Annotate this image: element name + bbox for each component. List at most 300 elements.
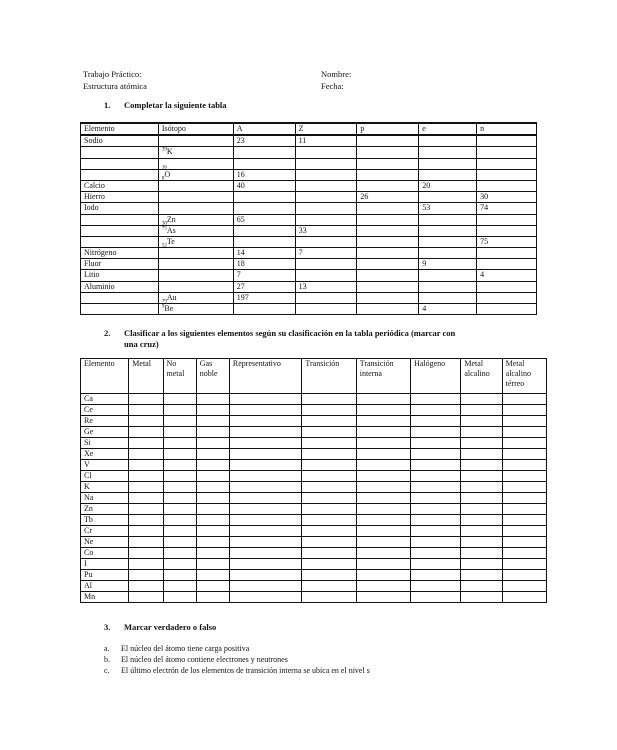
table-row <box>81 270 537 281</box>
p-cell <box>357 135 419 147</box>
isotope-symbol: Zn <box>166 214 176 224</box>
checkbox-cell[interactable] <box>411 526 461 537</box>
z-cell <box>295 203 357 214</box>
checkbox-cell[interactable] <box>196 449 229 460</box>
table-row <box>81 559 547 570</box>
table-row <box>81 537 547 548</box>
checkbox-cell[interactable] <box>229 493 301 504</box>
checkbox-cell[interactable] <box>129 570 163 581</box>
table-row <box>81 460 547 471</box>
checkbox-cell[interactable] <box>461 559 502 570</box>
checkbox-cell[interactable] <box>356 537 410 548</box>
checkbox-cell[interactable] <box>229 537 301 548</box>
z-cell <box>295 147 357 158</box>
column-header: n <box>477 123 537 135</box>
checkbox-cell[interactable] <box>229 416 301 427</box>
isotope-cell <box>158 169 233 180</box>
element-cell: Zn <box>81 504 129 515</box>
checkbox-cell[interactable] <box>129 537 163 548</box>
p-cell <box>357 147 419 158</box>
section3-heading <box>104 622 216 633</box>
tf-item-b: b. El núcleo del átomo contiene electrones y neutrones <box>104 655 288 664</box>
atomic-number: 8 <box>161 176 165 182</box>
isotope-symbol: Au <box>166 292 177 302</box>
isotope-cell <box>158 270 233 281</box>
e-cell: 20 <box>419 180 477 191</box>
mass-number: 9 <box>161 304 165 310</box>
checkbox-cell[interactable] <box>302 570 356 581</box>
atomic-number: 30 <box>161 221 167 227</box>
checkbox-cell[interactable] <box>461 504 502 515</box>
checkbox-cell[interactable] <box>229 482 301 493</box>
table-row <box>81 493 547 504</box>
checkbox-cell[interactable] <box>411 515 461 526</box>
checkbox-cell[interactable] <box>502 570 546 581</box>
z-cell <box>295 259 357 270</box>
checkbox-cell[interactable] <box>302 438 356 449</box>
p-cell <box>357 214 419 225</box>
checkbox-cell[interactable] <box>411 493 461 504</box>
checkbox-cell[interactable] <box>302 526 356 537</box>
checkbox-cell[interactable] <box>356 482 410 493</box>
checkbox-cell[interactable] <box>302 427 356 438</box>
checkbox-cell[interactable] <box>411 482 461 493</box>
checkbox-cell[interactable] <box>163 416 196 427</box>
checkbox-cell[interactable] <box>196 570 229 581</box>
checkbox-cell[interactable] <box>502 482 546 493</box>
checkbox-cell[interactable] <box>502 504 546 515</box>
isotope-cell <box>158 147 233 158</box>
section2-number: 2. <box>104 328 111 338</box>
a-cell: 18 <box>233 259 295 270</box>
checkbox-cell[interactable] <box>229 394 301 405</box>
checkbox-cell[interactable] <box>129 427 163 438</box>
a-cell: 16 <box>233 169 295 180</box>
element-cell: Ne <box>81 537 129 548</box>
worksheet-subtitle: Estructura atómica <box>83 81 147 91</box>
checkbox-cell[interactable] <box>302 548 356 559</box>
checkbox-cell[interactable] <box>163 438 196 449</box>
checkbox-cell[interactable] <box>302 504 356 515</box>
e-cell <box>419 248 477 259</box>
checkbox-cell[interactable] <box>196 482 229 493</box>
checkbox-cell[interactable] <box>163 449 196 460</box>
section3-title: Marcar verdadero o falso <box>124 622 217 632</box>
isotope-cell <box>158 214 233 225</box>
checkbox-cell[interactable] <box>356 438 410 449</box>
checkbox-cell[interactable] <box>196 581 229 592</box>
a-cell: 65 <box>233 214 295 225</box>
element-cell: I <box>81 559 129 570</box>
checkbox-cell[interactable] <box>356 416 410 427</box>
n-cell <box>477 225 537 236</box>
element-cell: Xe <box>81 449 129 460</box>
a-cell <box>233 225 295 236</box>
checkbox-cell[interactable] <box>461 405 502 416</box>
checkbox-cell[interactable] <box>163 493 196 504</box>
checkbox-cell[interactable] <box>196 460 229 471</box>
checkbox-cell[interactable] <box>411 592 461 603</box>
checkbox-cell[interactable] <box>302 416 356 427</box>
table-row <box>81 471 547 482</box>
checkbox-cell[interactable] <box>163 482 196 493</box>
column-header: Halógeno <box>411 359 461 394</box>
checkbox-cell[interactable] <box>196 537 229 548</box>
checkbox-cell[interactable] <box>196 515 229 526</box>
checkbox-cell[interactable] <box>163 471 196 482</box>
checkbox-cell[interactable] <box>461 460 502 471</box>
checkbox-cell[interactable] <box>356 504 410 515</box>
checkbox-cell[interactable] <box>163 394 196 405</box>
table-row <box>81 180 537 191</box>
a-cell <box>233 147 295 158</box>
checkbox-cell[interactable] <box>502 405 546 416</box>
checkbox-cell[interactable] <box>461 537 502 548</box>
isotope-cell <box>158 192 233 203</box>
isotope-cell <box>158 135 233 147</box>
isotope-cell <box>158 281 233 292</box>
column-header: Metal alcalino térreo <box>502 359 546 394</box>
checkbox-cell[interactable] <box>229 548 301 559</box>
checkbox-cell[interactable] <box>461 592 502 603</box>
checkbox-cell[interactable] <box>163 581 196 592</box>
e-cell: 53 <box>419 203 477 214</box>
checkbox-cell[interactable] <box>129 438 163 449</box>
element-cell: Mn <box>81 592 129 603</box>
element-cell: Na <box>81 493 129 504</box>
checkbox-cell[interactable] <box>502 493 546 504</box>
checkbox-cell[interactable] <box>502 526 546 537</box>
checkbox-cell[interactable] <box>302 405 356 416</box>
checkbox-cell[interactable] <box>502 581 546 592</box>
checkbox-cell[interactable] <box>411 570 461 581</box>
checkbox-cell[interactable] <box>196 504 229 515</box>
classification-table <box>80 358 547 603</box>
checkbox-cell[interactable] <box>502 394 546 405</box>
e-cell: 9 <box>419 259 477 270</box>
atomic-number: 52 <box>161 243 167 249</box>
table-row <box>81 225 537 236</box>
table-row <box>81 214 537 225</box>
elemento-cell: Calcio <box>81 180 159 191</box>
section2-title-line2: una cruz) <box>124 339 159 349</box>
isotope-cell <box>158 304 233 315</box>
z-cell: 13 <box>295 281 357 292</box>
table-row <box>81 192 537 203</box>
checkbox-cell[interactable] <box>356 460 410 471</box>
p-cell <box>357 292 419 303</box>
e-cell <box>419 214 477 225</box>
z-cell <box>295 236 357 247</box>
checkbox-cell[interactable] <box>356 592 410 603</box>
checkbox-cell[interactable] <box>356 515 410 526</box>
checkbox-cell[interactable] <box>302 493 356 504</box>
checkbox-cell[interactable] <box>356 449 410 460</box>
checkbox-cell[interactable] <box>229 570 301 581</box>
checkbox-cell[interactable] <box>196 592 229 603</box>
checkbox-cell[interactable] <box>302 515 356 526</box>
isotope-cell <box>158 259 233 270</box>
checkbox-cell[interactable] <box>502 537 546 548</box>
isotope-cell <box>158 180 233 191</box>
checkbox-cell[interactable] <box>461 471 502 482</box>
checkbox-cell[interactable] <box>411 427 461 438</box>
table-row <box>81 592 547 603</box>
p-cell <box>357 304 419 315</box>
checkbox-cell[interactable] <box>356 405 410 416</box>
e-cell <box>419 147 477 158</box>
checkbox-cell[interactable] <box>229 427 301 438</box>
e-cell <box>419 169 477 180</box>
checkbox-cell[interactable] <box>196 493 229 504</box>
n-cell <box>477 292 537 303</box>
element-cell: Tb <box>81 515 129 526</box>
checkbox-cell[interactable] <box>163 515 196 526</box>
checkbox-cell[interactable] <box>461 449 502 460</box>
checkbox-cell[interactable] <box>502 515 546 526</box>
column-header: Elemento <box>81 123 159 135</box>
checkbox-cell[interactable] <box>356 526 410 537</box>
checkbox-cell[interactable] <box>356 471 410 482</box>
checkbox-cell[interactable] <box>356 559 410 570</box>
isotope-symbol: K <box>166 147 173 157</box>
checkbox-cell[interactable] <box>163 570 196 581</box>
elemento-cell: Fluor <box>81 259 159 270</box>
n-cell <box>477 281 537 292</box>
checkbox-cell[interactable] <box>411 504 461 515</box>
true-false-list <box>104 643 370 676</box>
checkbox-cell[interactable] <box>129 482 163 493</box>
p-cell <box>357 236 419 247</box>
checkbox-cell[interactable] <box>229 460 301 471</box>
section1-number: 1. <box>104 100 111 110</box>
checkbox-cell[interactable] <box>502 438 546 449</box>
checkbox-cell[interactable] <box>461 526 502 537</box>
checkbox-cell[interactable] <box>502 471 546 482</box>
checkbox-cell[interactable] <box>129 581 163 592</box>
table-row <box>81 236 537 247</box>
checkbox-cell[interactable] <box>302 449 356 460</box>
checkbox-cell[interactable] <box>163 537 196 548</box>
checkbox-cell[interactable] <box>302 592 356 603</box>
checkbox-cell[interactable] <box>163 460 196 471</box>
checkbox-cell[interactable] <box>461 427 502 438</box>
n-cell <box>477 169 537 180</box>
a-cell <box>233 236 295 247</box>
elemento-cell <box>81 214 159 225</box>
elemento-cell <box>81 147 159 158</box>
a-cell <box>233 203 295 214</box>
checkbox-cell[interactable] <box>196 438 229 449</box>
tf-item-c: c. El último electrón de los elementos de transición interna se ubica en el nivel s <box>104 666 370 675</box>
checkbox-cell[interactable] <box>411 405 461 416</box>
checkbox-cell[interactable] <box>411 537 461 548</box>
checkbox-cell[interactable] <box>302 581 356 592</box>
e-cell <box>419 270 477 281</box>
isotope-cell <box>158 158 233 169</box>
checkbox-cell[interactable] <box>461 548 502 559</box>
checkbox-cell[interactable] <box>129 526 163 537</box>
checkbox-cell[interactable] <box>411 460 461 471</box>
table-row <box>81 482 547 493</box>
checkbox-cell[interactable] <box>229 559 301 570</box>
checkbox-cell[interactable] <box>411 416 461 427</box>
checkbox-cell[interactable] <box>411 471 461 482</box>
e-cell <box>419 135 477 147</box>
checkbox-cell[interactable] <box>502 559 546 570</box>
table-row <box>81 526 547 537</box>
isotope-cell <box>158 292 233 303</box>
table-row <box>81 147 537 158</box>
table-row <box>81 394 547 405</box>
checkbox-cell[interactable] <box>302 460 356 471</box>
checkbox-cell[interactable] <box>302 537 356 548</box>
checkbox-cell[interactable] <box>411 438 461 449</box>
section2-heading <box>104 328 534 350</box>
table-row <box>81 449 547 460</box>
checkbox-cell[interactable] <box>129 559 163 570</box>
checkbox-cell[interactable] <box>411 449 461 460</box>
checkbox-cell[interactable] <box>461 515 502 526</box>
checkbox-cell[interactable] <box>196 394 229 405</box>
checkbox-cell[interactable] <box>356 427 410 438</box>
checkbox-cell[interactable] <box>229 515 301 526</box>
checkbox-cell[interactable] <box>411 548 461 559</box>
checkbox-cell[interactable] <box>461 416 502 427</box>
checkbox-cell[interactable] <box>196 416 229 427</box>
checkbox-cell[interactable] <box>302 482 356 493</box>
table-row <box>81 158 537 169</box>
checkbox-cell[interactable] <box>302 559 356 570</box>
checkbox-cell[interactable] <box>163 548 196 559</box>
checkbox-cell[interactable] <box>129 416 163 427</box>
isotope-symbol: O <box>164 169 171 179</box>
table-row <box>81 438 547 449</box>
isotope-cell <box>158 236 233 247</box>
checkbox-cell[interactable] <box>163 405 196 416</box>
e-cell <box>419 281 477 292</box>
table-row <box>81 169 537 180</box>
checkbox-cell[interactable] <box>129 592 163 603</box>
checkbox-cell[interactable] <box>229 581 301 592</box>
checkbox-cell[interactable] <box>196 405 229 416</box>
checkbox-cell[interactable] <box>196 559 229 570</box>
table-row <box>81 570 547 581</box>
worksheet-title: Trabajo Práctico: <box>83 69 142 79</box>
element-cell: V <box>81 460 129 471</box>
tf-item-a: a. El núcleo del átomo tiene carga positiva <box>104 644 250 653</box>
checkbox-cell[interactable] <box>461 482 502 493</box>
checkbox-cell[interactable] <box>302 394 356 405</box>
checkbox-cell[interactable] <box>196 548 229 559</box>
checkbox-cell[interactable] <box>129 460 163 471</box>
table-header-row <box>81 123 537 135</box>
p-cell: 26 <box>357 192 419 203</box>
checkbox-cell[interactable] <box>302 471 356 482</box>
n-cell: 75 <box>477 236 537 247</box>
checkbox-cell[interactable] <box>502 427 546 438</box>
checkbox-cell[interactable] <box>129 394 163 405</box>
checkbox-cell[interactable] <box>356 570 410 581</box>
checkbox-cell[interactable] <box>163 592 196 603</box>
checkbox-cell[interactable] <box>356 548 410 559</box>
isotope-symbol: Be <box>164 304 174 313</box>
checkbox-cell[interactable] <box>461 438 502 449</box>
table-row <box>81 259 537 270</box>
checkbox-cell[interactable] <box>356 581 410 592</box>
checkbox-cell[interactable] <box>502 592 546 603</box>
element-cell: Al <box>81 581 129 592</box>
checkbox-cell[interactable] <box>196 526 229 537</box>
atomic-structure-table <box>80 122 537 315</box>
checkbox-cell[interactable] <box>502 548 546 559</box>
element-cell: Re <box>81 416 129 427</box>
z-cell: 7 <box>295 248 357 259</box>
checkbox-cell[interactable] <box>502 449 546 460</box>
checkbox-cell[interactable] <box>129 548 163 559</box>
checkbox-cell[interactable] <box>229 471 301 482</box>
checkbox-cell[interactable] <box>411 394 461 405</box>
checkbox-cell[interactable] <box>356 394 410 405</box>
header-left <box>83 68 147 92</box>
checkbox-cell[interactable] <box>196 427 229 438</box>
checkbox-cell[interactable] <box>502 460 546 471</box>
column-header: A <box>233 123 295 135</box>
checkbox-cell[interactable] <box>411 581 461 592</box>
checkbox-cell[interactable] <box>229 526 301 537</box>
n-cell: 74 <box>477 203 537 214</box>
checkbox-cell[interactable] <box>461 581 502 592</box>
checkbox-cell[interactable] <box>461 493 502 504</box>
checkbox-cell[interactable] <box>356 493 410 504</box>
element-cell: Co <box>81 548 129 559</box>
checkbox-cell[interactable] <box>129 515 163 526</box>
column-header: Metal <box>129 359 163 394</box>
checkbox-cell[interactable] <box>163 559 196 570</box>
checkbox-cell[interactable] <box>461 394 502 405</box>
checkbox-cell[interactable] <box>129 493 163 504</box>
column-header: Elemento <box>81 359 129 394</box>
z-cell <box>295 158 357 169</box>
isotope-symbol: Te <box>166 236 175 246</box>
checkbox-cell[interactable] <box>502 416 546 427</box>
checkbox-cell[interactable] <box>163 504 196 515</box>
z-cell <box>295 292 357 303</box>
checkbox-cell[interactable] <box>129 449 163 460</box>
checkbox-cell[interactable] <box>129 504 163 515</box>
checkbox-cell[interactable] <box>229 449 301 460</box>
checkbox-cell[interactable] <box>229 438 301 449</box>
checkbox-cell[interactable] <box>196 471 229 482</box>
checkbox-cell[interactable] <box>129 471 163 482</box>
n-cell <box>477 259 537 270</box>
table-row <box>81 548 547 559</box>
p-cell <box>357 169 419 180</box>
checkbox-cell[interactable] <box>229 504 301 515</box>
checkbox-cell[interactable] <box>411 559 461 570</box>
checkbox-cell[interactable] <box>461 570 502 581</box>
checkbox-cell[interactable] <box>229 405 301 416</box>
checkbox-cell[interactable] <box>229 592 301 603</box>
column-header: p <box>357 123 419 135</box>
elemento-cell <box>81 304 159 315</box>
date-label: Fecha: <box>321 81 344 91</box>
checkbox-cell[interactable] <box>163 526 196 537</box>
p-cell <box>357 259 419 270</box>
checkbox-cell[interactable] <box>129 405 163 416</box>
checkbox-cell[interactable] <box>163 427 196 438</box>
elemento-cell: Nitrógeno <box>81 248 159 259</box>
